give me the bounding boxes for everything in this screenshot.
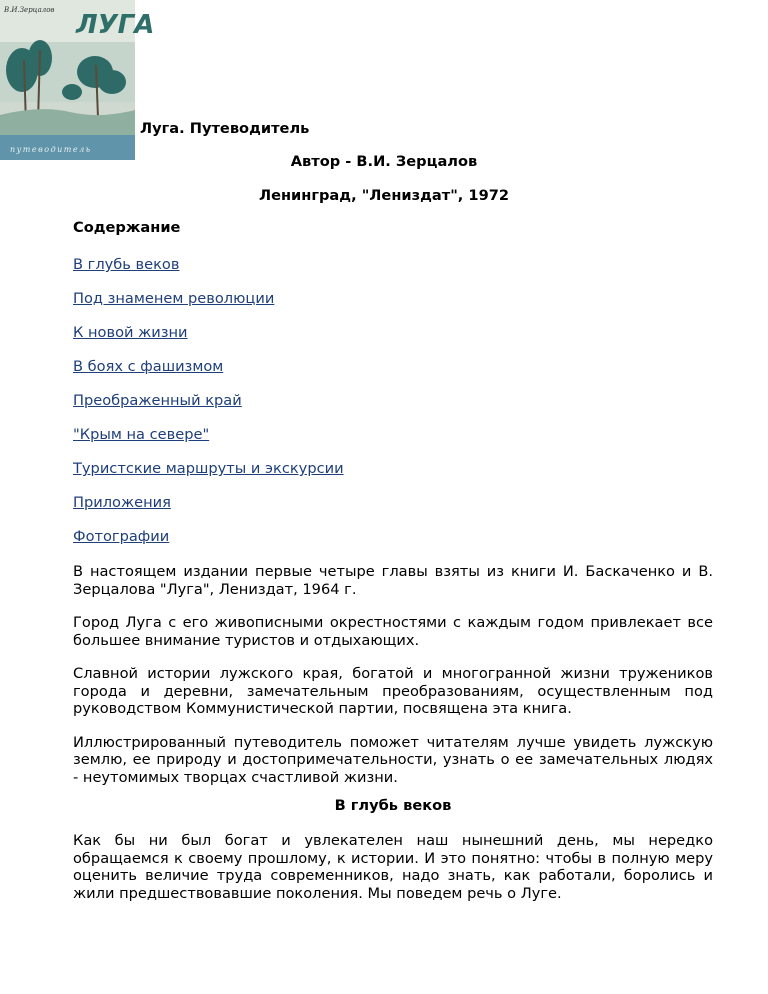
- cover-subtitle: путеводитель: [10, 145, 92, 154]
- cover-author: В.И.Зерцалов: [4, 6, 55, 14]
- toc-link-v-glub-vekov[interactable]: В глубь веков: [73, 256, 180, 273]
- intro-paragraph: Славной истории лужского края, богатой и многогранной жизни тружеников города и деревни, замечательным преобразованиям, осуществленным под руководством Коммунистической партии, посвящена эта книга.: [73, 665, 713, 717]
- intro-paragraph: В настоящем издании первые четыре главы взяты из книги И. Баскаченко и В. Зерцалова "Луга", Лениздат, 1964 г.: [73, 563, 713, 598]
- book-cover-illustration: [0, 0, 155, 160]
- section-paragraph: Как бы ни был богат и увлекателен наш нынешний день, мы нередко обращаемся к своему прошлому, к истории. И это понятно: чтобы в полную меру оценить величие труда современников, надо знать, как работали, боролись и жили предшествовавшие поколения. Мы поведем речь о Луге.: [73, 832, 713, 902]
- main-content: [73, 218, 713, 918]
- toc-link-v-boyakh[interactable]: В боях с фашизмом: [73, 358, 224, 375]
- toc-link-preobrazhenny-kray[interactable]: Преображенный край: [73, 392, 242, 409]
- toc-link-marshruty[interactable]: Туристские маршруты и экскурсии: [73, 460, 344, 477]
- toc-link-krym-na-severe[interactable]: "Крым на севере": [73, 426, 210, 443]
- book-cover-image: [0, 0, 155, 160]
- section-heading: В глубь веков: [334, 797, 452, 814]
- toc-link-k-novoy-zhizni[interactable]: К новой жизни: [73, 324, 188, 341]
- intro-paragraph: Иллюстрированный путеводитель поможет читателям лучше увидеть лужскую землю, ее природу и достопримечательности, узнать о ее замечательных людях - неутомимых творцах счастливой жизни.: [73, 733, 713, 786]
- publisher-line: Ленинград, "Лениздат", 1972: [258, 187, 510, 204]
- author-line: Автор - В.И. Зерцалов: [290, 153, 478, 170]
- intro-paragraph: Город Луга с его живописными окрестностями с каждым годом привлекает все большее внимание туристов и отдыхающих.: [73, 614, 713, 649]
- toc-link-prilozheniya[interactable]: Приложения: [73, 494, 171, 511]
- toc-heading: Содержание: [73, 219, 181, 236]
- cover-title: ЛУГА: [76, 10, 155, 40]
- toc-link-fotografii[interactable]: Фотографии: [73, 528, 170, 545]
- book-title: Луга. Путеводитель: [140, 120, 310, 137]
- toc-link-pod-znamenem[interactable]: Под знаменем революции: [73, 290, 275, 307]
